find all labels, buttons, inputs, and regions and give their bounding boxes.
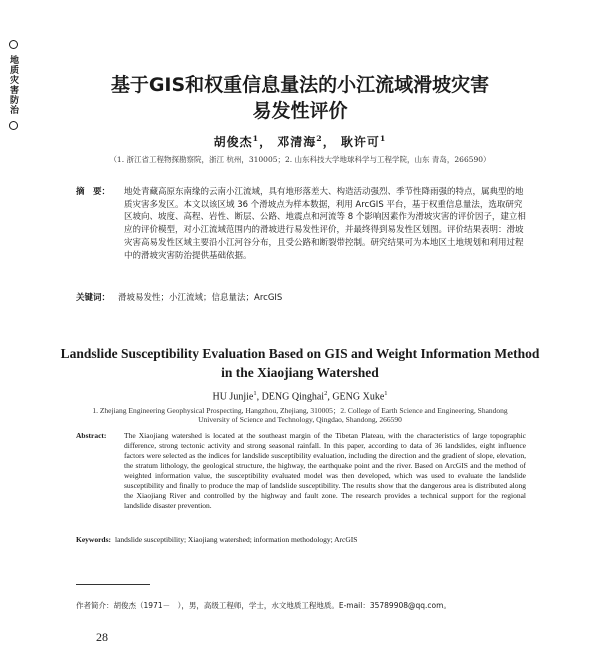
author-1: 胡俊杰 (213, 135, 253, 149)
author-2-affil: 2 (316, 134, 323, 143)
title-english-line-1: Landslide Susceptibility Evaluation Based on GIS and Weight Information Method (60, 346, 540, 361)
affiliation-chinese: （1. 浙江省工程物探勘察院，浙江 杭州，310005；2. 山东科技大学地球科学与工程学院，山东 青岛，266590） (109, 155, 491, 164)
author-en-1-affil: 1 (253, 390, 257, 397)
keywords-english (76, 535, 357, 544)
author-1-affil: 1 (252, 134, 260, 143)
keywords-chinese-label: 关键词： (76, 293, 111, 303)
author-en-3: GENG Xuke (332, 391, 385, 403)
abstract-english-label: Abstract: (76, 431, 107, 440)
title-chinese-line-2: 易发性评价 (252, 100, 348, 122)
keywords-english-text: landslide susceptibility; Xiaojiang watershed; information methodology; ArcGIS (115, 535, 358, 544)
author-footnote: 作者简介：胡俊杰（1971－ ），男，高级工程师，学士，水文地质工程地质。E-mail：35789908@qq.com。 (76, 601, 451, 610)
bullet-dot-top (9, 40, 18, 49)
keywords-chinese-text: 滑坡易发性；小江流域；信息量法；ArcGIS (118, 293, 283, 303)
author-en-2-affil: 2 (324, 390, 328, 397)
abstract-english-text: The Xiaojiang watershed is located at the southeast margin of the Tibetan Plateau, with the characteristics of large topographic difference, strong tectonic activity and strong seasonal rainfall. In this paper, according to data of 36 landslides, eight influence factors were selected as the indices for landslide susceptibility evaluation, including the direction and the gradient of slope, elevation, the stratum lithology, the geological structure, the highway, the earthquake point and the river. Based on ArcGIS and the method of weighted information value, the susceptibility evaluated model was then developed, which was used to evaluate the landslide susceptibility and finally to produce the map of landslide susceptibility. The results show that the dangerous area is distributed along the Xiaojiang River and controlled by the highway and fault zone. The research provides a technical support for the regional landslide disaster prevention. (124, 431, 526, 510)
title-english (40, 344, 560, 382)
journal-side-header (6, 38, 18, 132)
author-en-2: DENG Qinghai (261, 391, 325, 403)
footnote-divider (76, 584, 150, 585)
authors-chinese: 胡俊杰$^1$， 邓清海$^2$， 耿许可$^1$ (213, 134, 387, 149)
author-en-1: HU Junjie (212, 391, 254, 403)
title-chinese-line-1: 基于GIS和权重信息量法的小江流域滑坡灾害 (110, 74, 490, 96)
bullet-dot-bottom (9, 121, 18, 130)
abstract-chinese-text: 地处青藏高原东南缘的云南小江流域，具有地形落差大、构造活动强烈、季节性降雨强的特点，属典型的地质灾害多发区。本文以该区域 36 个滑坡点为样本数据，利用 ArcGIS 平台，基于权重信息量法，选取研究区坡向、坡度、高程、岩性、断层、公路、地震点和河流等 8 个影响因素作为滑坡灾害的评价因子，建立相应的评价模型，对小江流域范围内的滑坡进行易发性评价，并最终得到易发性区划图。评价结果表明：滑坡灾害高易发性区域主要沿小江河谷分布，且受公路和断裂带控制。研究结果可为本地区土地规划和利用过程中的滑坡灾害防治提供基础依据。 (124, 187, 526, 261)
title-english-line-2: in the Xiaojiang Watershed (221, 365, 379, 380)
abstract-english (76, 431, 526, 511)
page-number: 28 (96, 630, 108, 644)
author-3: 耿许可 (340, 135, 380, 149)
journal-name: 地质灾害防治 (8, 55, 18, 116)
keywords-chinese (76, 291, 282, 303)
authors-english: HU Junjie$^1$, DENG Qinghai$^2$, GENG Xuke$^1$ (212, 390, 388, 403)
title-chinese (60, 72, 540, 124)
author-en-3-affil: 1 (384, 390, 388, 397)
affiliation-english: 1. Zhejiang Engineering Geophysical Prospecting, Hangzhou, Zhejiang, 310005；2. College of Earth Science and Engineering, Shandong University of Science and Technology, Qingdao, Shandong, 266590 (92, 406, 508, 424)
abstract-chinese (76, 186, 526, 262)
author-2: 邓清海 (277, 135, 317, 149)
author-3-affil: 1 (379, 134, 387, 143)
abstract-chinese-label: 摘 要： (76, 187, 111, 197)
keywords-english-label: Keywords: (76, 535, 111, 544)
